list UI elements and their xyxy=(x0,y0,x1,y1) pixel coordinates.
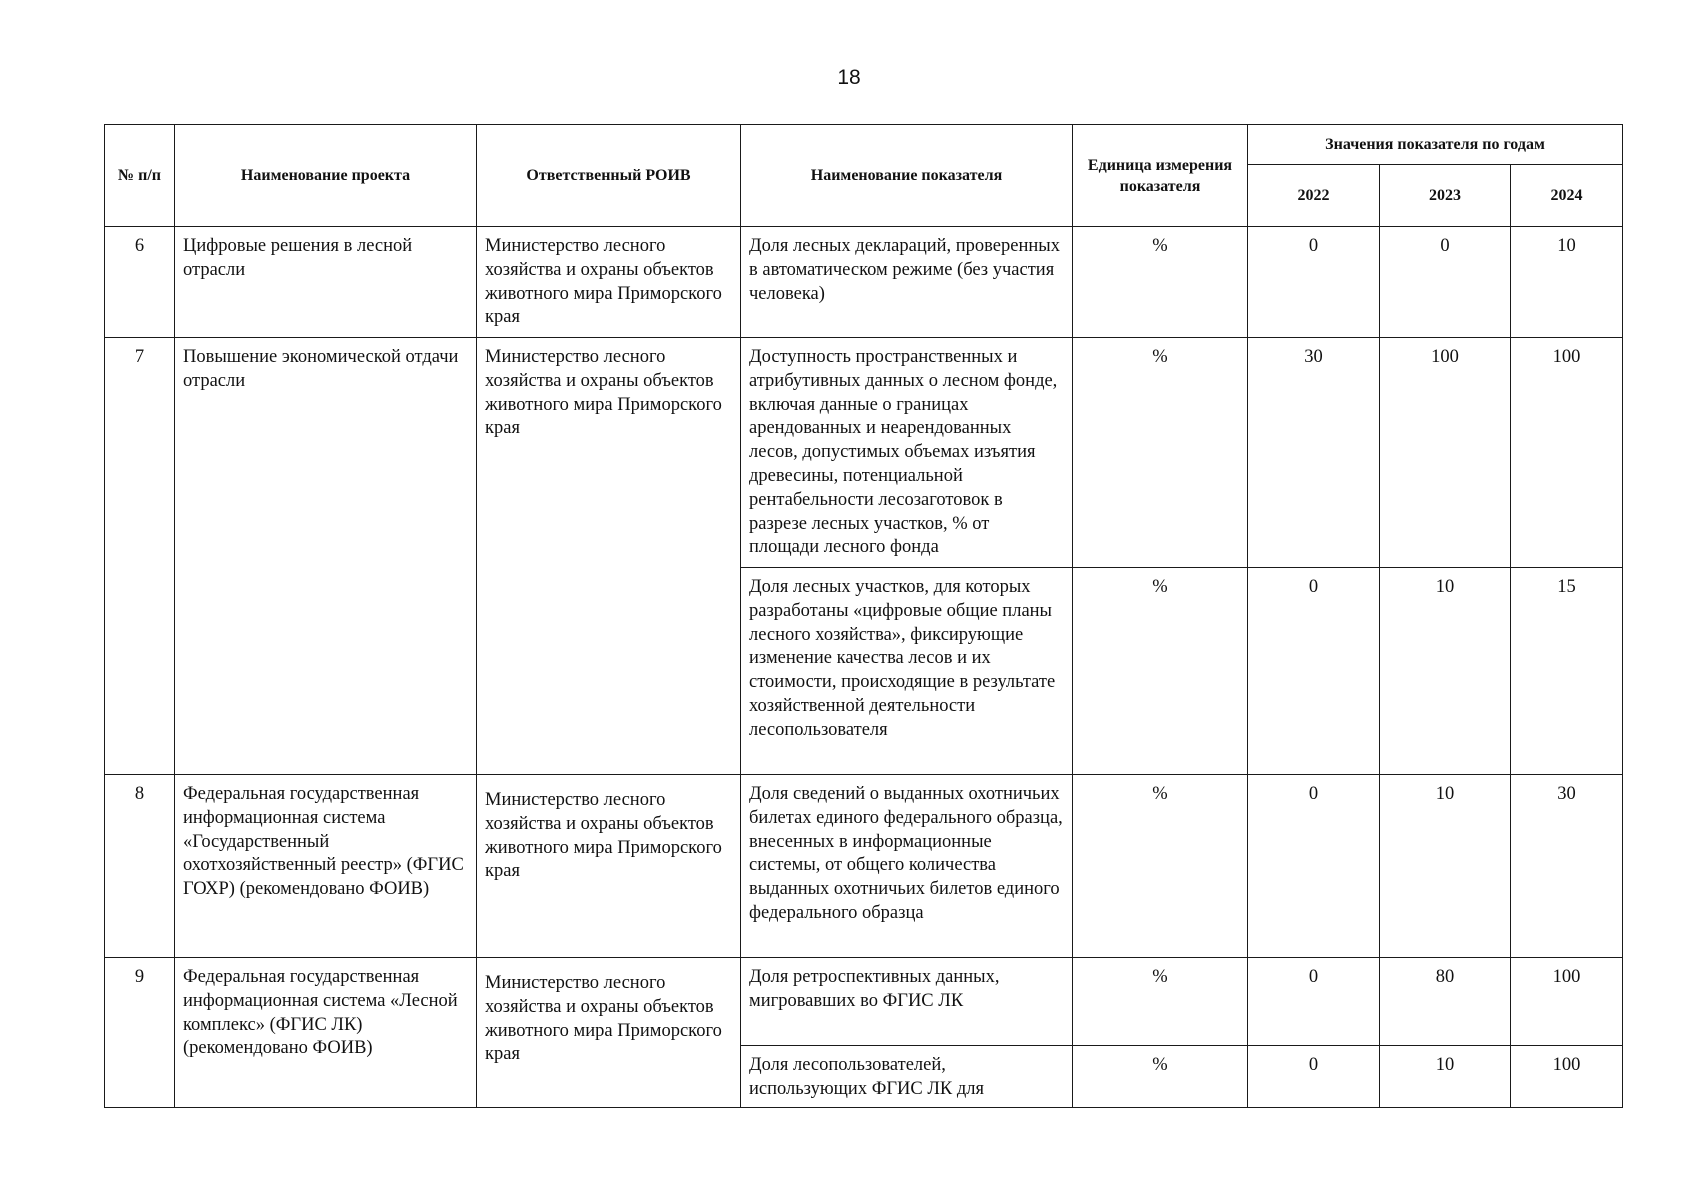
value-2024: 100 xyxy=(1511,1046,1623,1108)
value-2023: 10 xyxy=(1380,775,1511,958)
responsible-roiv: Министерство лесного хозяйства и охраны объектов животного мира Приморского края xyxy=(477,775,741,958)
indicator-unit: % xyxy=(1073,1046,1248,1108)
project-name: Федеральная государственная информационная система «Государственный охотхозяйственный реестр» (ФГИС ГОХР) (рекомендовано ФОИВ) xyxy=(175,775,477,958)
value-2022: 0 xyxy=(1248,958,1380,1046)
indicator-name: Доля ретроспективных данных, мигровавших во ФГИС ЛК xyxy=(741,958,1073,1046)
header-num: № п/п xyxy=(105,125,175,227)
indicator-unit: % xyxy=(1073,568,1248,775)
responsible-roiv: Министерство лесного хозяйства и охраны объектов животного мира Приморского края xyxy=(477,338,741,775)
indicator-unit: % xyxy=(1073,338,1248,568)
value-2024: 100 xyxy=(1511,338,1623,568)
header-unit: Единица измерения показателя xyxy=(1073,125,1248,227)
value-2024: 10 xyxy=(1511,227,1623,338)
header-roiv: Ответственный РОИВ xyxy=(477,125,741,227)
row-num: 6 xyxy=(105,227,175,338)
value-2024: 30 xyxy=(1511,775,1623,958)
project-name: Цифровые решения в лесной отрасли xyxy=(175,227,477,338)
header-year-2024: 2024 xyxy=(1511,165,1623,227)
indicator-unit: % xyxy=(1073,958,1248,1046)
table-row xyxy=(105,338,1623,568)
table-row xyxy=(105,227,1623,338)
indicator-name: Доступность пространственных и атрибутивных данных о лесном фонде, включая данные о границах арендованных и неарендованных лесов, допустимых объемах изъятия древесины, потенциальной рентабельности лесозаготовок в разрезе лесных участков, % от площади лесного фонда xyxy=(741,338,1073,568)
value-2022: 0 xyxy=(1248,568,1380,775)
indicator-name: Доля лесопользователей, использующих ФГИС ЛК для xyxy=(741,1046,1073,1108)
project-name: Повышение экономической отдачи отрасли xyxy=(175,338,477,775)
indicator-name: Доля лесных участков, для которых разработаны «цифровые общие планы лесного хозяйства», фиксирующие изменение качества лесов и их стоимости, происходящие в результате хозяйственной деятельности лесопользователя xyxy=(741,568,1073,775)
responsible-roiv: Министерство лесного хозяйства и охраны объектов животного мира Приморского края xyxy=(477,958,741,1108)
value-2023: 80 xyxy=(1380,958,1511,1046)
indicator-unit: % xyxy=(1073,227,1248,338)
row-num: 9 xyxy=(105,958,175,1108)
row-num: 8 xyxy=(105,775,175,958)
indicator-unit: % xyxy=(1073,775,1248,958)
indicator-name: Доля сведений о выданных охотничьих билетах единого федерального образца, внесенных в информационные системы, от общего количества выданных охотничьих билетов единого федерального образца xyxy=(741,775,1073,958)
value-2023: 0 xyxy=(1380,227,1511,338)
value-2024: 100 xyxy=(1511,958,1623,1046)
indicator-name: Доля лесных деклараций, проверенных в автоматическом режиме (без участия человека) xyxy=(741,227,1073,338)
table-row xyxy=(105,775,1623,958)
value-2023: 10 xyxy=(1380,568,1511,775)
row-num: 7 xyxy=(105,338,175,775)
value-2023: 100 xyxy=(1380,338,1511,568)
value-2023: 10 xyxy=(1380,1046,1511,1108)
header-indicator: Наименование показателя xyxy=(741,125,1073,227)
header-year-2022: 2022 xyxy=(1248,165,1380,227)
value-2022: 0 xyxy=(1248,227,1380,338)
table-row xyxy=(105,958,1623,1046)
page-number: 18 xyxy=(837,66,861,89)
value-2024: 15 xyxy=(1511,568,1623,775)
header-year-2023: 2023 xyxy=(1380,165,1511,227)
header-project: Наименование проекта xyxy=(175,125,477,227)
value-2022: 30 xyxy=(1248,338,1380,568)
responsible-roiv: Министерство лесного хозяйства и охраны объектов животного мира Приморского края xyxy=(477,227,741,338)
value-2022: 0 xyxy=(1248,775,1380,958)
indicators-table xyxy=(104,124,1623,1108)
value-2022: 0 xyxy=(1248,1046,1380,1108)
header-values-group: Значения показателя по годам xyxy=(1248,125,1623,165)
project-name: Федеральная государственная информационная система «Лесной комплекс» (ФГИС ЛК) (рекомендовано ФОИВ) xyxy=(175,958,477,1108)
